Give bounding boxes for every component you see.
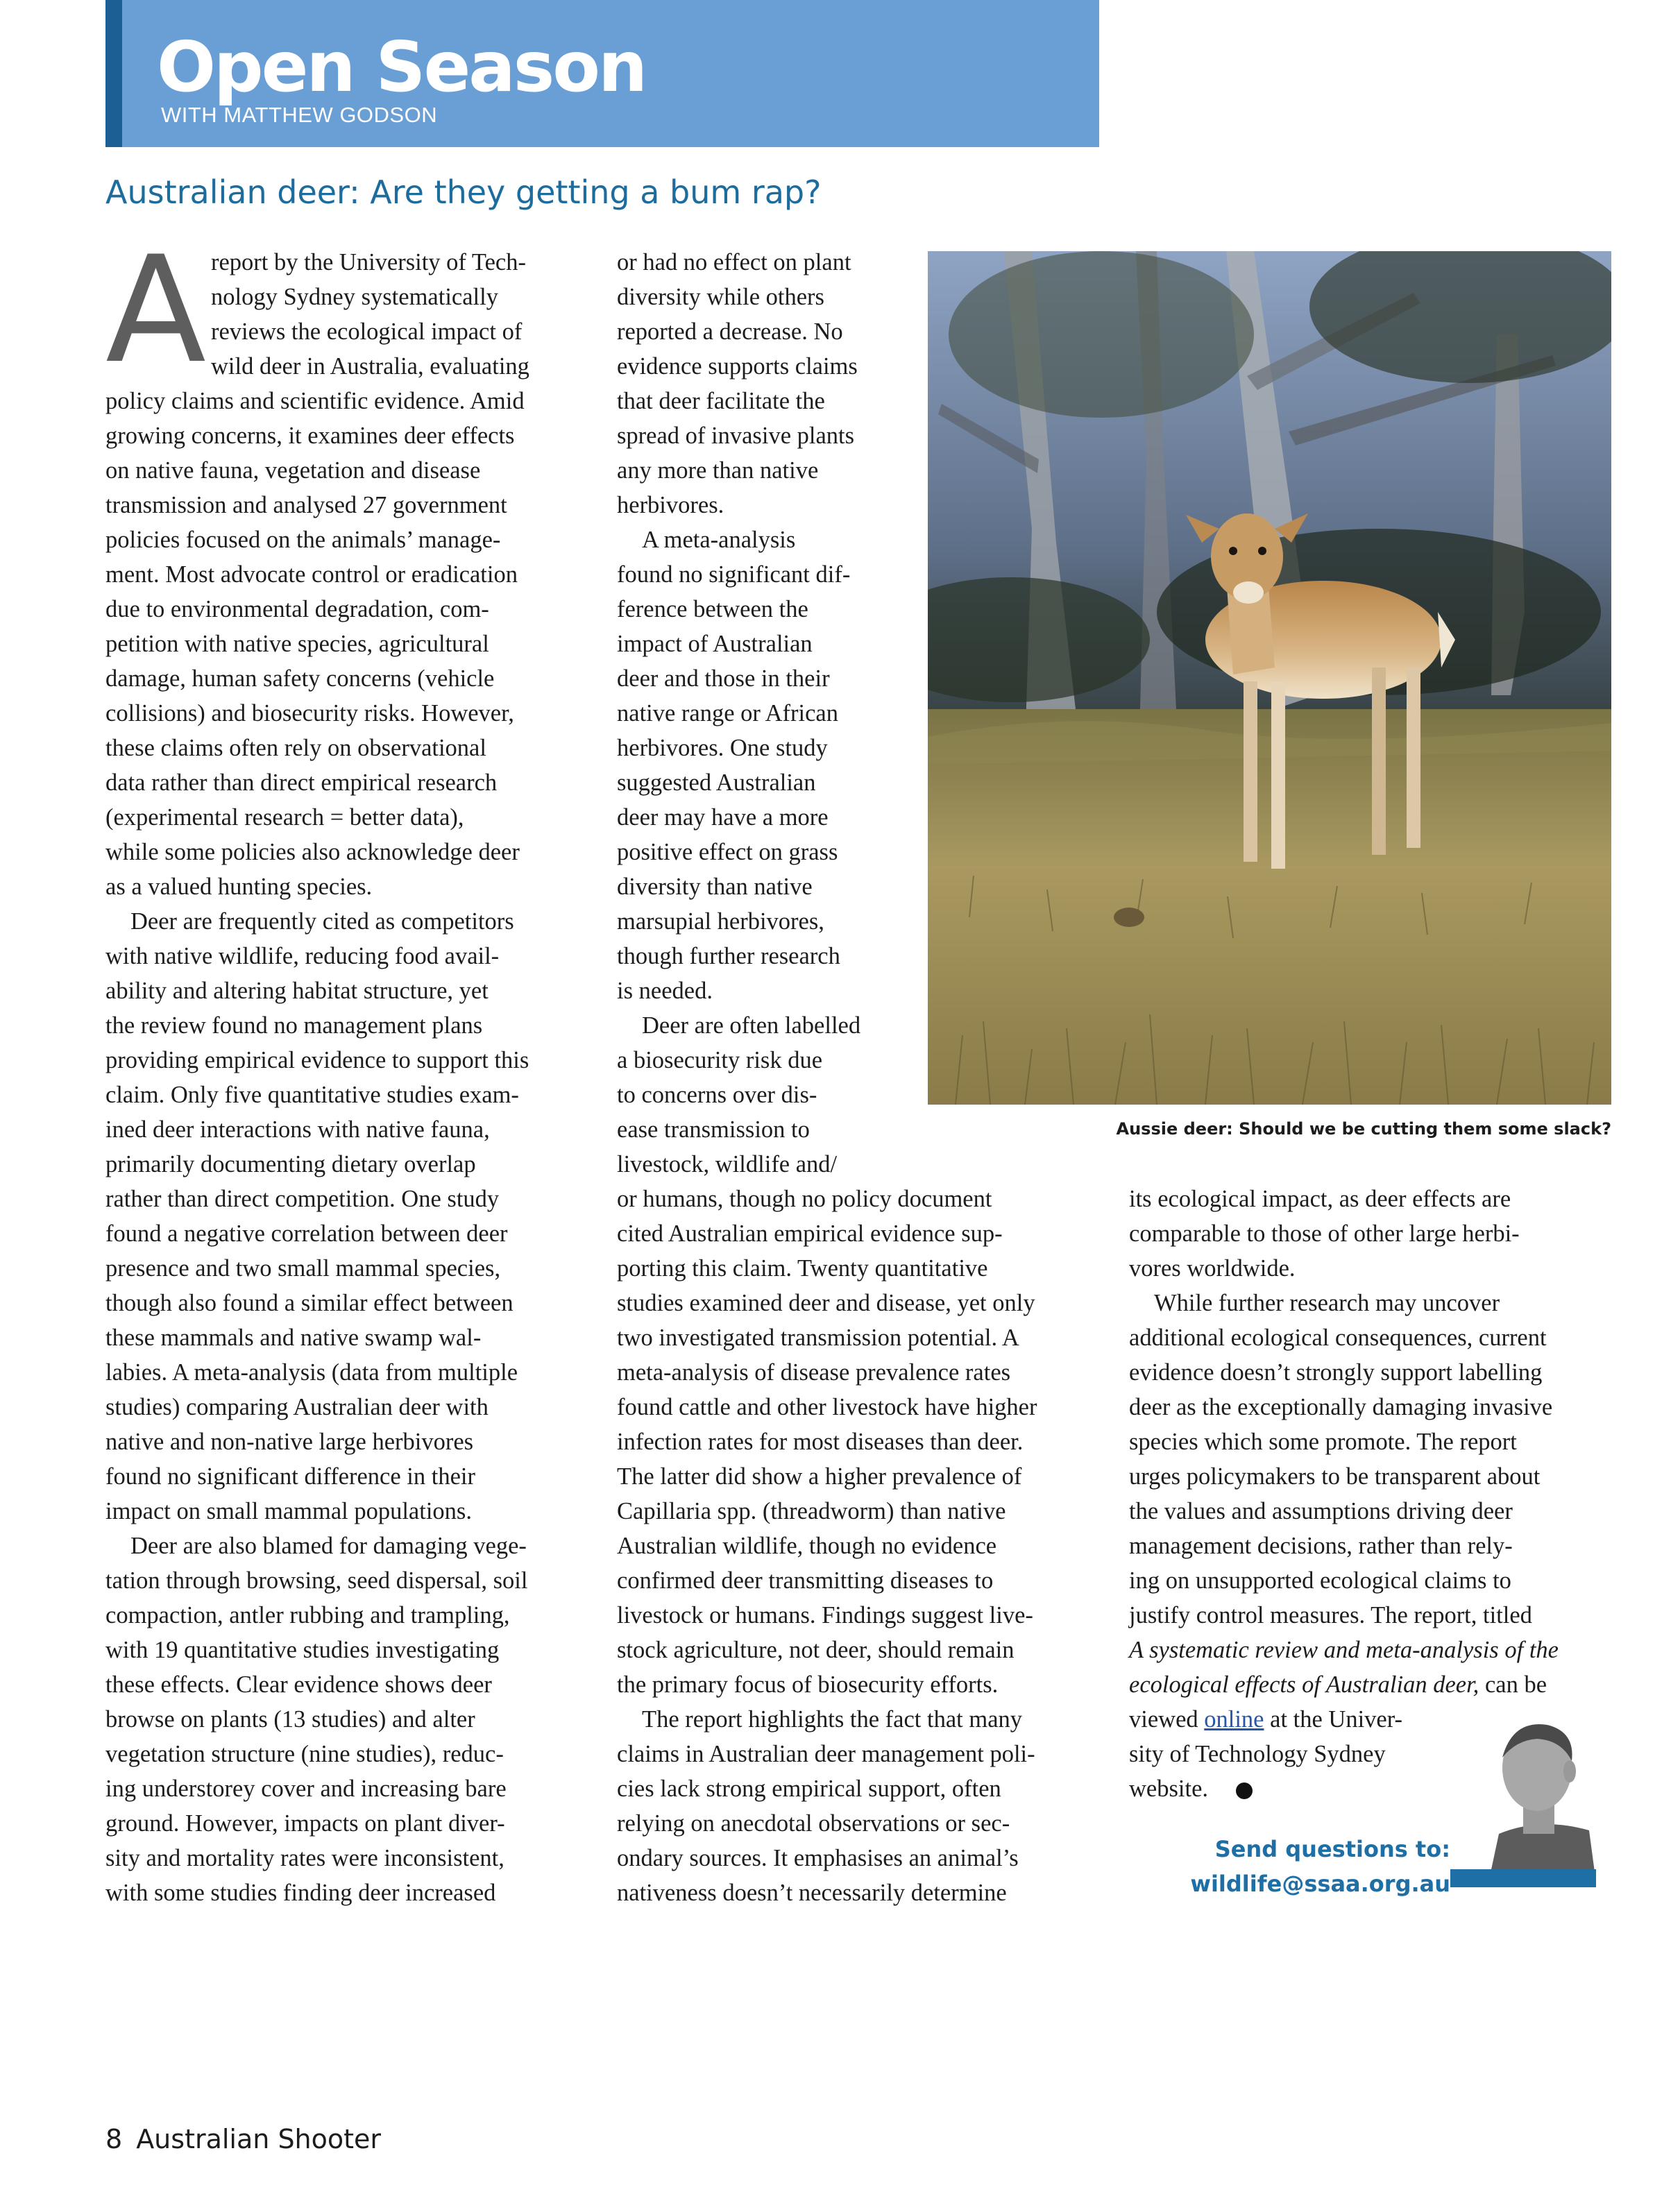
text-line: claims in Australian deer management poli- <box>617 1741 1035 1767</box>
text-line: vegetation structure (nine studies), reduc- <box>105 1741 504 1767</box>
text-line: suggested Australian <box>617 769 816 796</box>
photo-caption: Aussie deer: Should we be cutting them some slack? <box>1116 1119 1611 1139</box>
text-line: transmission and analysed 27 government <box>105 492 507 518</box>
text-line: data rather than direct empirical research <box>105 769 498 796</box>
text-line: any more than native <box>617 457 819 484</box>
deer-muzzle <box>1233 581 1264 604</box>
section-title: Open Season <box>157 26 646 108</box>
contact-label: Send questions to: <box>1214 1836 1450 1862</box>
text-line: porting this claim. Twenty quantitative <box>617 1255 988 1282</box>
text-fragment: can be <box>1479 1671 1547 1698</box>
deer-eye <box>1258 547 1266 555</box>
text-line: deer and those in their <box>617 665 830 692</box>
text-line: a biosecurity risk due <box>617 1047 823 1073</box>
text-line: with 19 quantitative studies investigating <box>105 1637 500 1663</box>
text-line <box>1129 1667 1615 1702</box>
text-line: cies lack strong empirical support, often <box>617 1776 1001 1802</box>
text-line: found cattle and other livestock have higher <box>617 1394 1037 1420</box>
text-line: livestock or humans. Findings suggest live- <box>617 1602 1033 1628</box>
text-line: the review found no management plans <box>105 1012 483 1039</box>
article-column-2-lower <box>617 1182 1103 1910</box>
text-line: or had no effect on plant <box>617 249 851 275</box>
deer-photo <box>928 251 1611 1105</box>
text-line: cited Australian empirical evidence sup- <box>617 1220 1003 1247</box>
text-line: providing empirical evidence to support this <box>105 1047 529 1073</box>
text-line: while some policies also acknowledge deer <box>105 839 520 865</box>
text-line: its ecological impact, as deer effects are <box>1129 1186 1511 1212</box>
page-footer <box>105 2122 381 2156</box>
text-line: urges policymakers to be transparent about <box>1129 1463 1541 1490</box>
text-line: these mammals and native swamp wal- <box>105 1325 482 1351</box>
text-line: on native fauna, vegetation and disease <box>105 457 481 484</box>
deer-leg <box>1271 681 1285 869</box>
drop-cap: A <box>105 224 207 395</box>
text-fragment: website. <box>1129 1776 1209 1802</box>
text-line: the primary focus of biosecurity efforts. <box>617 1671 999 1698</box>
text-line: or humans, though no policy document <box>617 1186 992 1212</box>
text-line: wild deer in Australia, evaluating <box>211 353 529 380</box>
text-line: two investigated transmission potential. A <box>617 1325 1019 1351</box>
text-line: ground. However, impacts on plant diver- <box>105 1810 505 1837</box>
text-line: diversity while others <box>617 284 824 310</box>
text-line: that deer facilitate the <box>617 388 825 414</box>
grassland <box>928 709 1611 1105</box>
text-line: to concerns over dis- <box>617 1082 817 1108</box>
text-line: native and non-native large herbivores <box>105 1429 474 1455</box>
text-line: these effects. Clear evidence shows deer <box>105 1671 492 1698</box>
text-line: collisions) and biosecurity risks. However, <box>105 700 514 726</box>
text-line: (experimental research = better data), <box>105 804 464 831</box>
text-line: comparable to those of other large herbi- <box>1129 1220 1520 1247</box>
text-line: nativeness doesn’t necessarily determine <box>617 1880 1007 1906</box>
author-photo-bar <box>1450 1869 1596 1887</box>
text-line: justify control measures. The report, titled <box>1129 1602 1532 1628</box>
text-line: reviews the ecological impact of <box>211 318 523 345</box>
text-line: ondary sources. It emphasises an animal’s <box>617 1845 1019 1871</box>
text-line: confirmed deer transmitting diseases to <box>617 1567 994 1594</box>
text-line: Deer are frequently cited as competitors <box>130 908 514 935</box>
deer-leg <box>1244 681 1257 862</box>
text-line: deer as the exceptionally damaging invasive <box>1129 1394 1553 1420</box>
deer-photo-illustration <box>928 251 1611 1105</box>
text-line: with native wildlife, reducing food avail- <box>105 943 500 969</box>
text-line: Deer are also blamed for damaging vege- <box>130 1533 527 1559</box>
text-line: Australian wildlife, though no evidence <box>617 1533 997 1559</box>
portrait-ear <box>1563 1760 1576 1783</box>
text-line: Capillaria spp. (threadworm) than native <box>617 1498 1006 1524</box>
text-line: additional ecological consequences, current <box>1129 1325 1547 1351</box>
text-line: herbivores. <box>617 492 724 518</box>
text-line: vores worldwide. <box>1129 1255 1296 1282</box>
text-line: deer may have a more <box>617 804 829 831</box>
text-line: primarily documenting dietary overlap <box>105 1151 476 1177</box>
text-line: While further research may uncover <box>1154 1290 1500 1316</box>
text-line: ined deer interactions with native fauna, <box>105 1116 490 1143</box>
text-line: spread of invasive plants <box>617 423 855 449</box>
text-line: studies examined deer and disease, yet only <box>617 1290 1035 1316</box>
end-bullet-icon <box>1236 1783 1253 1799</box>
text-line: found no significant dif- <box>617 561 851 588</box>
text-line: policy claims and scientific evidence. Amid <box>105 388 525 414</box>
text-line: though also found a similar effect between <box>105 1290 514 1316</box>
page-number: 8 <box>105 2124 123 2154</box>
text-line: impact on small mammal populations. <box>105 1498 472 1524</box>
text-line: studies) comparing Australian deer with <box>105 1394 489 1420</box>
text-line: Deer are often labelled <box>642 1012 861 1039</box>
text-line: nology Sydney systematically <box>211 284 498 310</box>
text-line: presence and two small mammal species, <box>105 1255 501 1282</box>
publication-name: Australian Shooter <box>136 2124 382 2154</box>
foliage <box>949 251 1254 418</box>
text-line: meta-analysis of disease prevalence rates <box>617 1359 1011 1386</box>
text-line: ing on unsupported ecological claims to <box>1129 1567 1511 1594</box>
deer-leg <box>1407 667 1420 848</box>
text-line: evidence supports claims <box>617 353 858 380</box>
text-line: marsupial herbivores, <box>617 908 824 935</box>
text-line: The latter did show a higher prevalence of <box>617 1463 1022 1490</box>
text-line: ference between the <box>617 596 808 622</box>
text-line: sity of Technology Sydney <box>1129 1741 1386 1767</box>
text-line: tation through browsing, seed dispersal, soil <box>105 1567 528 1594</box>
text-line: report by the University of Tech- <box>211 249 526 275</box>
byline: WITH MATTHEW GODSON <box>161 103 438 127</box>
author-portrait-illustration <box>1485 1712 1596 1882</box>
author-photo <box>1485 1712 1596 1882</box>
text-line: found no significant difference in their <box>105 1463 475 1490</box>
text-line: policies focused on the animals’ manage- <box>105 527 501 553</box>
text-line: rather than direct competition. One study <box>105 1186 500 1212</box>
contact-email[interactable]: wildlife@ssaa.org.au <box>1190 1871 1450 1897</box>
text-line: herbivores. One study <box>617 735 828 761</box>
text-line: growing concerns, it examines deer effects <box>105 423 515 449</box>
deer-leg <box>1372 667 1386 855</box>
text-line: A meta-analysis <box>642 527 796 553</box>
article-column-2-upper <box>617 245 908 1182</box>
text-line: positive effect on grass <box>617 839 838 865</box>
text-line: livestock, wildlife and/ <box>617 1151 838 1177</box>
text-line: native range or African <box>617 700 838 726</box>
text-line: compaction, antler rubbing and trampling, <box>105 1602 510 1628</box>
text-line: labies. A meta-analysis (data from multiple <box>105 1359 518 1386</box>
text-line <box>1129 1633 1615 1667</box>
article-headline: Australian deer: Are they getting a bum rap? <box>105 173 822 211</box>
text-line: though further research <box>617 943 840 969</box>
bird <box>1114 908 1144 927</box>
text-line: relying on anecdotal observations or sec- <box>617 1810 1010 1837</box>
text-line: ing understorey cover and increasing bare <box>105 1776 507 1802</box>
text-line: petition with native species, agricultural <box>105 631 489 657</box>
text-line: browse on plants (13 studies) and alter <box>105 1706 475 1733</box>
text-line: species which some promote. The report <box>1129 1429 1517 1455</box>
text-line: ease transmission to <box>617 1116 810 1143</box>
report-title: ecological effects of Australian deer, <box>1129 1671 1479 1698</box>
text-fragment: viewed <box>1129 1706 1205 1733</box>
text-line: stock agriculture, not deer, should remain <box>617 1637 1015 1663</box>
text-line: reported a decrease. No <box>617 318 843 345</box>
text-line: with some studies finding deer increased <box>105 1880 496 1906</box>
text-line: management decisions, rather than rely- <box>1129 1533 1513 1559</box>
text-line: ability and altering habitat structure, yet <box>105 978 489 1004</box>
article-column-1 <box>105 224 591 1910</box>
text-line: as a valued hunting species. <box>105 874 373 900</box>
section-banner <box>105 0 1099 147</box>
text-line: claim. Only five quantitative studies exam- <box>105 1082 519 1108</box>
text-line: The report highlights the fact that many <box>642 1706 1023 1733</box>
text-line: ment. Most advocate control or eradication <box>105 561 518 588</box>
text-line: damage, human safety concerns (vehicle <box>105 665 495 692</box>
online-report-link[interactable]: online <box>1204 1706 1264 1733</box>
text-fragment: at the Univer- <box>1264 1706 1403 1733</box>
contact-block <box>1152 1832 1450 1901</box>
text-line: evidence doesn’t strongly support labelling <box>1129 1359 1543 1386</box>
text-line: these claims often rely on observational <box>105 735 486 761</box>
text-line: sity and mortality rates were inconsistent, <box>105 1845 504 1871</box>
text-line: the values and assumptions driving deer <box>1129 1498 1513 1524</box>
text-line: diversity than native <box>617 874 813 900</box>
text-line: infection rates for most diseases than deer. <box>617 1429 1024 1455</box>
text-line: is needed. <box>617 978 713 1004</box>
text-line: found a negative correlation between deer <box>105 1220 508 1247</box>
report-title: A systematic review and meta-analysis of the <box>1129 1637 1559 1663</box>
deer-eye <box>1229 547 1237 555</box>
text-line: due to environmental degradation, com- <box>105 596 489 622</box>
text-line: impact of Australian <box>617 631 813 657</box>
